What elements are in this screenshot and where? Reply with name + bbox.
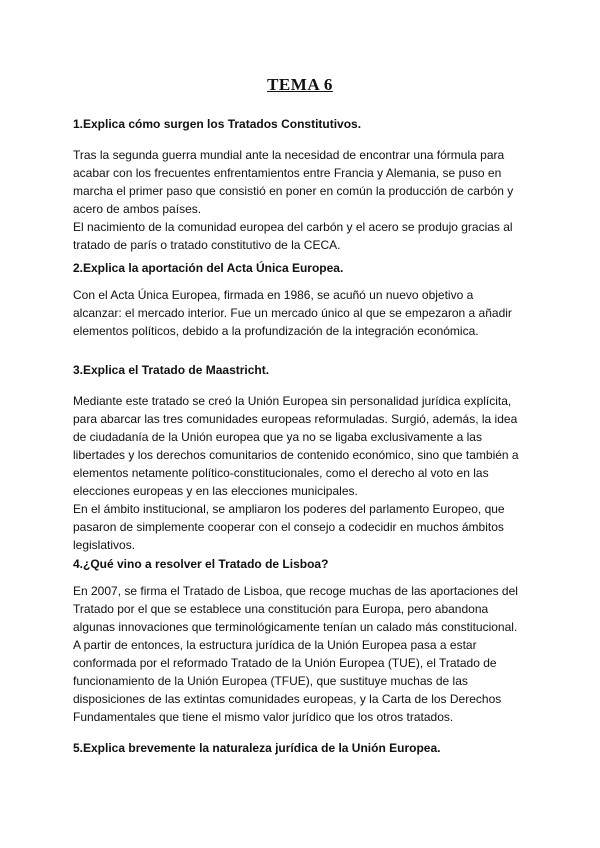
section-4-heading: 4.¿Qué vino a resolver el Tratado de Lisboa? [73,557,329,571]
text-line: Tratado por el que se establece una constitución para Europa, pero abandona [73,602,489,616]
section-4-paragraph-1 [73,582,535,636]
text-line: conformada por el reformado Tratado de la Unión Europea (TUE), el Tratado de [73,656,497,670]
text-line: funcionamiento de la Unión Europea (TFUE), que sustituye muchas de las [73,674,468,688]
section-3-paragraph-2 [73,500,535,554]
text-line: acabar con los frecuentes enfrentamientos entre Francia y Alemania, se puso en [73,166,502,180]
text-line: algunas innovaciones que terminológicamente tenían un calado más constitucional. [73,620,518,634]
text-line: para abarcar las tres comunidades europeas reformuladas. Surgió, además, la idea [73,412,518,426]
text-line: marcha el primer paso que consistió en poner en común la producción de carbón y [73,184,514,198]
text-line: legislativos. [73,538,136,552]
text-line: tratado de parís o tratado constitutivo de la CECA. [73,238,341,252]
text-line: pasaron de simplemente cooperar con el consejo a codecidir en muchos ámbitos [73,520,504,534]
section-4-paragraph-2 [73,636,535,726]
text-line: elementos políticos, debido a la profundización de la integración económica. [73,324,479,338]
text-line: libertades y los derechos comunitarios de contenido económico, sino que también a [73,448,519,462]
text-line: El nacimiento de la comunidad europea del carbón y el acero se produjo gracias al [73,220,513,234]
text-line: de ciudadanía de la Unión europea que ya no se ligaba exclusivamente a las [73,430,482,444]
section-3-heading: 3.Explica el Tratado de Maastricht. [73,363,270,377]
section-1-paragraph-1 [73,146,535,218]
text-line: alcanzar: el mercado interior. Fue un mercado único al que se empezaron a añadir [73,306,512,320]
section-1-heading: 1.Explica cómo surgen los Tratados Constitutivos. [73,117,362,131]
section-2-paragraph-1 [73,286,535,340]
text-line: acero de ambos países. [73,202,202,216]
section-5-heading: 5.Explica brevemente la naturaleza jurídica de la Unión Europea. [73,741,441,755]
text-line: Con el Acta Única Europea, firmada en 1986, se acuñó un nuevo objetivo a [73,288,474,302]
text-line: elementos netamente político-constitucionales, como el derecho al voto en las [73,466,489,480]
text-line: En el ámbito institucional, se ampliaron los poderes del parlamento Europeo, que [73,502,505,516]
text-line: Mediante este tratado se creó la Unión Europea sin personalidad jurídica explícita, [73,394,512,408]
text-line: Fundamentales que tiene el mismo valor jurídico que los otros tratados. [73,710,454,724]
text-line: disposiciones de las extintas comunidades europeas, y la Carta de los Derechos [73,692,502,706]
section-1-paragraph-2 [73,218,535,254]
text-line: A partir de entonces, la estructura jurídica de la Unión Europea pasa a estar [73,638,477,652]
section-3-paragraph-1 [73,392,535,500]
page-title: TEMA 6 [267,75,333,94]
text-line: elecciones europeas y en las elecciones municipales. [73,484,358,498]
section-2-heading: 2.Explica la aportación del Acta Única Europea. [73,261,344,275]
text-line: Tras la segunda guerra mundial ante la necesidad de encontrar una fórmula para [73,148,505,162]
text-line: En 2007, se firma el Tratado de Lisboa, que recoge muchas de las aportaciones del [73,584,518,598]
